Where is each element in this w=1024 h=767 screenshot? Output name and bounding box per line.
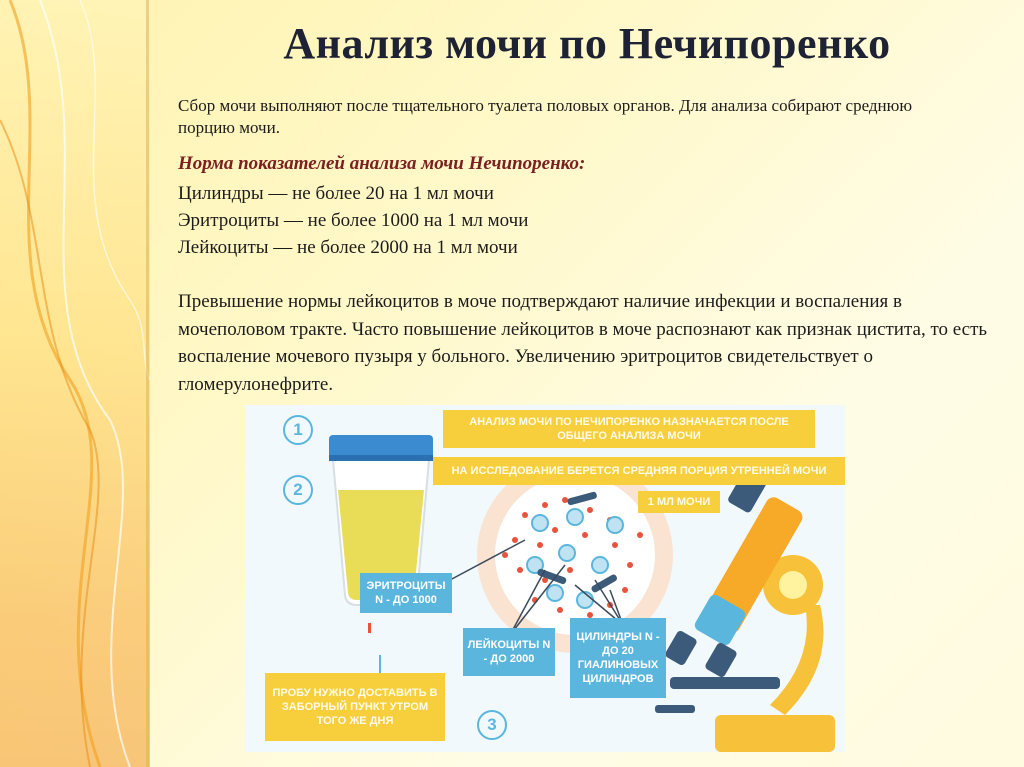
banner-morning-portion: НА ИССЛЕДОВАНИЕ БЕРЕТСЯ СРЕДНЯЯ ПОРЦИЯ УТРЕННЕЙ МОЧИ xyxy=(433,457,845,485)
banner-volume: 1 МЛ МОЧИ xyxy=(638,491,720,513)
red-marker xyxy=(368,623,371,633)
step-1-badge: 1 xyxy=(283,415,313,445)
infographic xyxy=(245,405,845,752)
norm-list xyxy=(178,180,528,261)
slide-edge-line xyxy=(146,0,149,767)
step-3-badge: 3 xyxy=(477,710,507,740)
norm-item-leukocytes: Лейкоциты — не более 2000 на 1 мл мочи xyxy=(178,237,518,258)
norm-item-cylinders: Цилиндры — не более 20 на 1 мл мочи xyxy=(178,183,494,204)
delivery-note: ПРОБУ НУЖНО ДОСТАВИТЬ В ЗАБОРНЫЙ ПУНКТ УТРОМ ТОГО ЖЕ ДНЯ xyxy=(265,673,445,741)
label-cylinders: ЦИЛИНДРЫ N - ДО 20 ГИАЛИНОВЫХ ЦИЛИНДРОВ xyxy=(570,618,666,698)
explanation-paragraph: Превышение нормы лейкоцитов в моче подтверждают наличие инфекции и воспаления в мочеполовом тракте. Часто повышение лейкоцитов в моче распознают как признак цистита, то есть воспаление мочевого пузыря у больного. Увеличению эритроцитов свидетельствует о гломерулонефрите. xyxy=(178,291,988,395)
page-title: Анализ мочи по Нечипоренко xyxy=(283,19,891,68)
norm-heading: Норма показателей анализа мочи Нечипоренко: xyxy=(178,153,586,174)
step-2-badge: 2 xyxy=(283,475,313,505)
intro-text: Сбор мочи выполняют после тщательного туалета половых органов. Для анализа собирают среднюю порцию мочи. xyxy=(178,96,913,137)
norm-item-erythrocytes: Эритроциты — не более 1000 на 1 мл мочи xyxy=(178,210,529,231)
decorative-swirl xyxy=(0,0,150,767)
label-erythrocytes: ЭРИТРОЦИТЫ N - ДО 1000 xyxy=(360,573,452,613)
label-leukocytes: ЛЕЙКОЦИТЫ N - ДО 2000 xyxy=(463,628,555,676)
banner-after-general-analysis: АНАЛИЗ МОЧИ ПО НЕЧИПОРЕНКО НАЗНАЧАЕТСЯ ПОСЛЕ ОБЩЕГО АНАЛИЗА МОЧИ xyxy=(443,410,815,448)
